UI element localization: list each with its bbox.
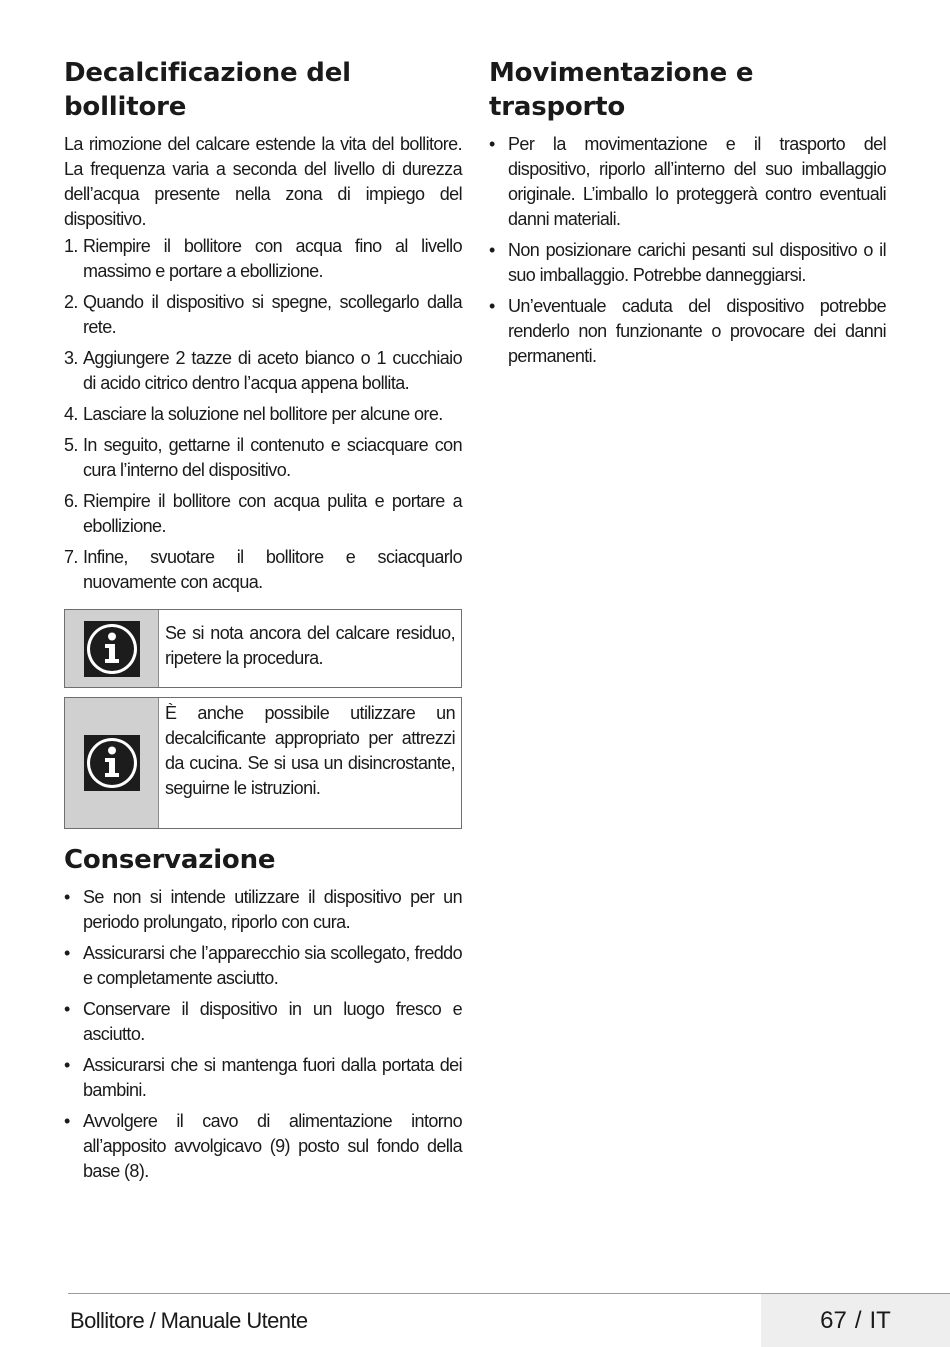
info-note [64,609,462,688]
step-item: 5. In seguito, gettarne il contenuto e sciacquare con cura l’interno del dispositivo. [64,435,462,480]
decalcification-intro: La rimozione del calcare estende la vita del bollitore. La frequenza varia a seconda del livello di durezza dell’acqua presente nella zona di impiego del dispositivo. [64,134,462,229]
language-code: IT [869,1306,891,1334]
step-item: 1. Riempire il bollitore con acqua fino al livello massimo e portare a ebollizione. [64,236,462,281]
footer-manual-title: Bollitore / Manuale Utente [70,1308,308,1333]
page-separator: / [854,1306,862,1334]
storage-list [64,885,462,1184]
info-note [64,697,462,829]
step-item: 2. Quando il dispositivo si spegne, scollegarlo dalla rete. [64,292,462,337]
step-item: 3. Aggiungere 2 tazze di aceto bianco o 1 cucchiaio di acido citrico dentro l’acqua appena bollita. [64,348,462,393]
storage-title: Conservazione [64,845,276,875]
transport-title: Movimentazione e trasporto [489,58,754,122]
info-icon [65,698,159,828]
info-note-text: È anche possibile utilizzare un decalcificante appropriato per attrezzi da cucina. Se si usa un disincrostante, seguirne le istruzioni. [165,703,455,798]
decalcification-steps [64,234,462,595]
page-number: 67 [820,1306,847,1334]
info-note-text: Se si nota ancora del calcare residuo, ripetere la procedura. [165,623,455,668]
list-item: • Conservare il dispositivo in un luogo fresco e asciutto. [64,999,462,1044]
list-item: • Per la movimentazione e il trasporto del dispositivo, riporlo all’interno del suo imballaggio originale. L’imballo lo proteggerà contro eventuali danni materiali. [489,134,886,229]
list-item: • Assicurarsi che l’apparecchio sia scollegato, freddo e completamente asciutto. [64,943,462,988]
step-item: 4. Lasciare la soluzione nel bollitore per alcune ore. [64,404,443,424]
list-item: • Se non si intende utilizzare il dispositivo per un periodo prolungato, riporlo con cura. [64,887,462,932]
step-item: 6. Riempire il bollitore con acqua pulita e portare a ebollizione. [64,491,462,536]
info-icon [65,610,159,687]
list-item: • Assicurarsi che si mantenga fuori dalla portata dei bambini. [64,1055,462,1100]
list-item: • Un’eventuale caduta del dispositivo potrebbe renderlo non funzionante o provocare dei danni permanenti. [489,296,886,366]
left-column [64,56,462,1190]
list-item: • Non posizionare carichi pesanti sul dispositivo o il suo imballaggio. Potrebbe danneggiarsi. [489,240,886,285]
transport-list [489,132,886,369]
footer-page-box [761,1294,950,1347]
right-column [489,56,886,375]
decalcification-title: Decalcificazione del bollitore [64,58,351,122]
list-item: • Avvolgere il cavo di alimentazione intorno all’apposito avvolgicavo (9) posto sul fondo della base (8). [64,1111,462,1181]
step-item: 7. Infine, svuotare il bollitore e sciacquarlo nuovamente con acqua. [64,547,462,592]
